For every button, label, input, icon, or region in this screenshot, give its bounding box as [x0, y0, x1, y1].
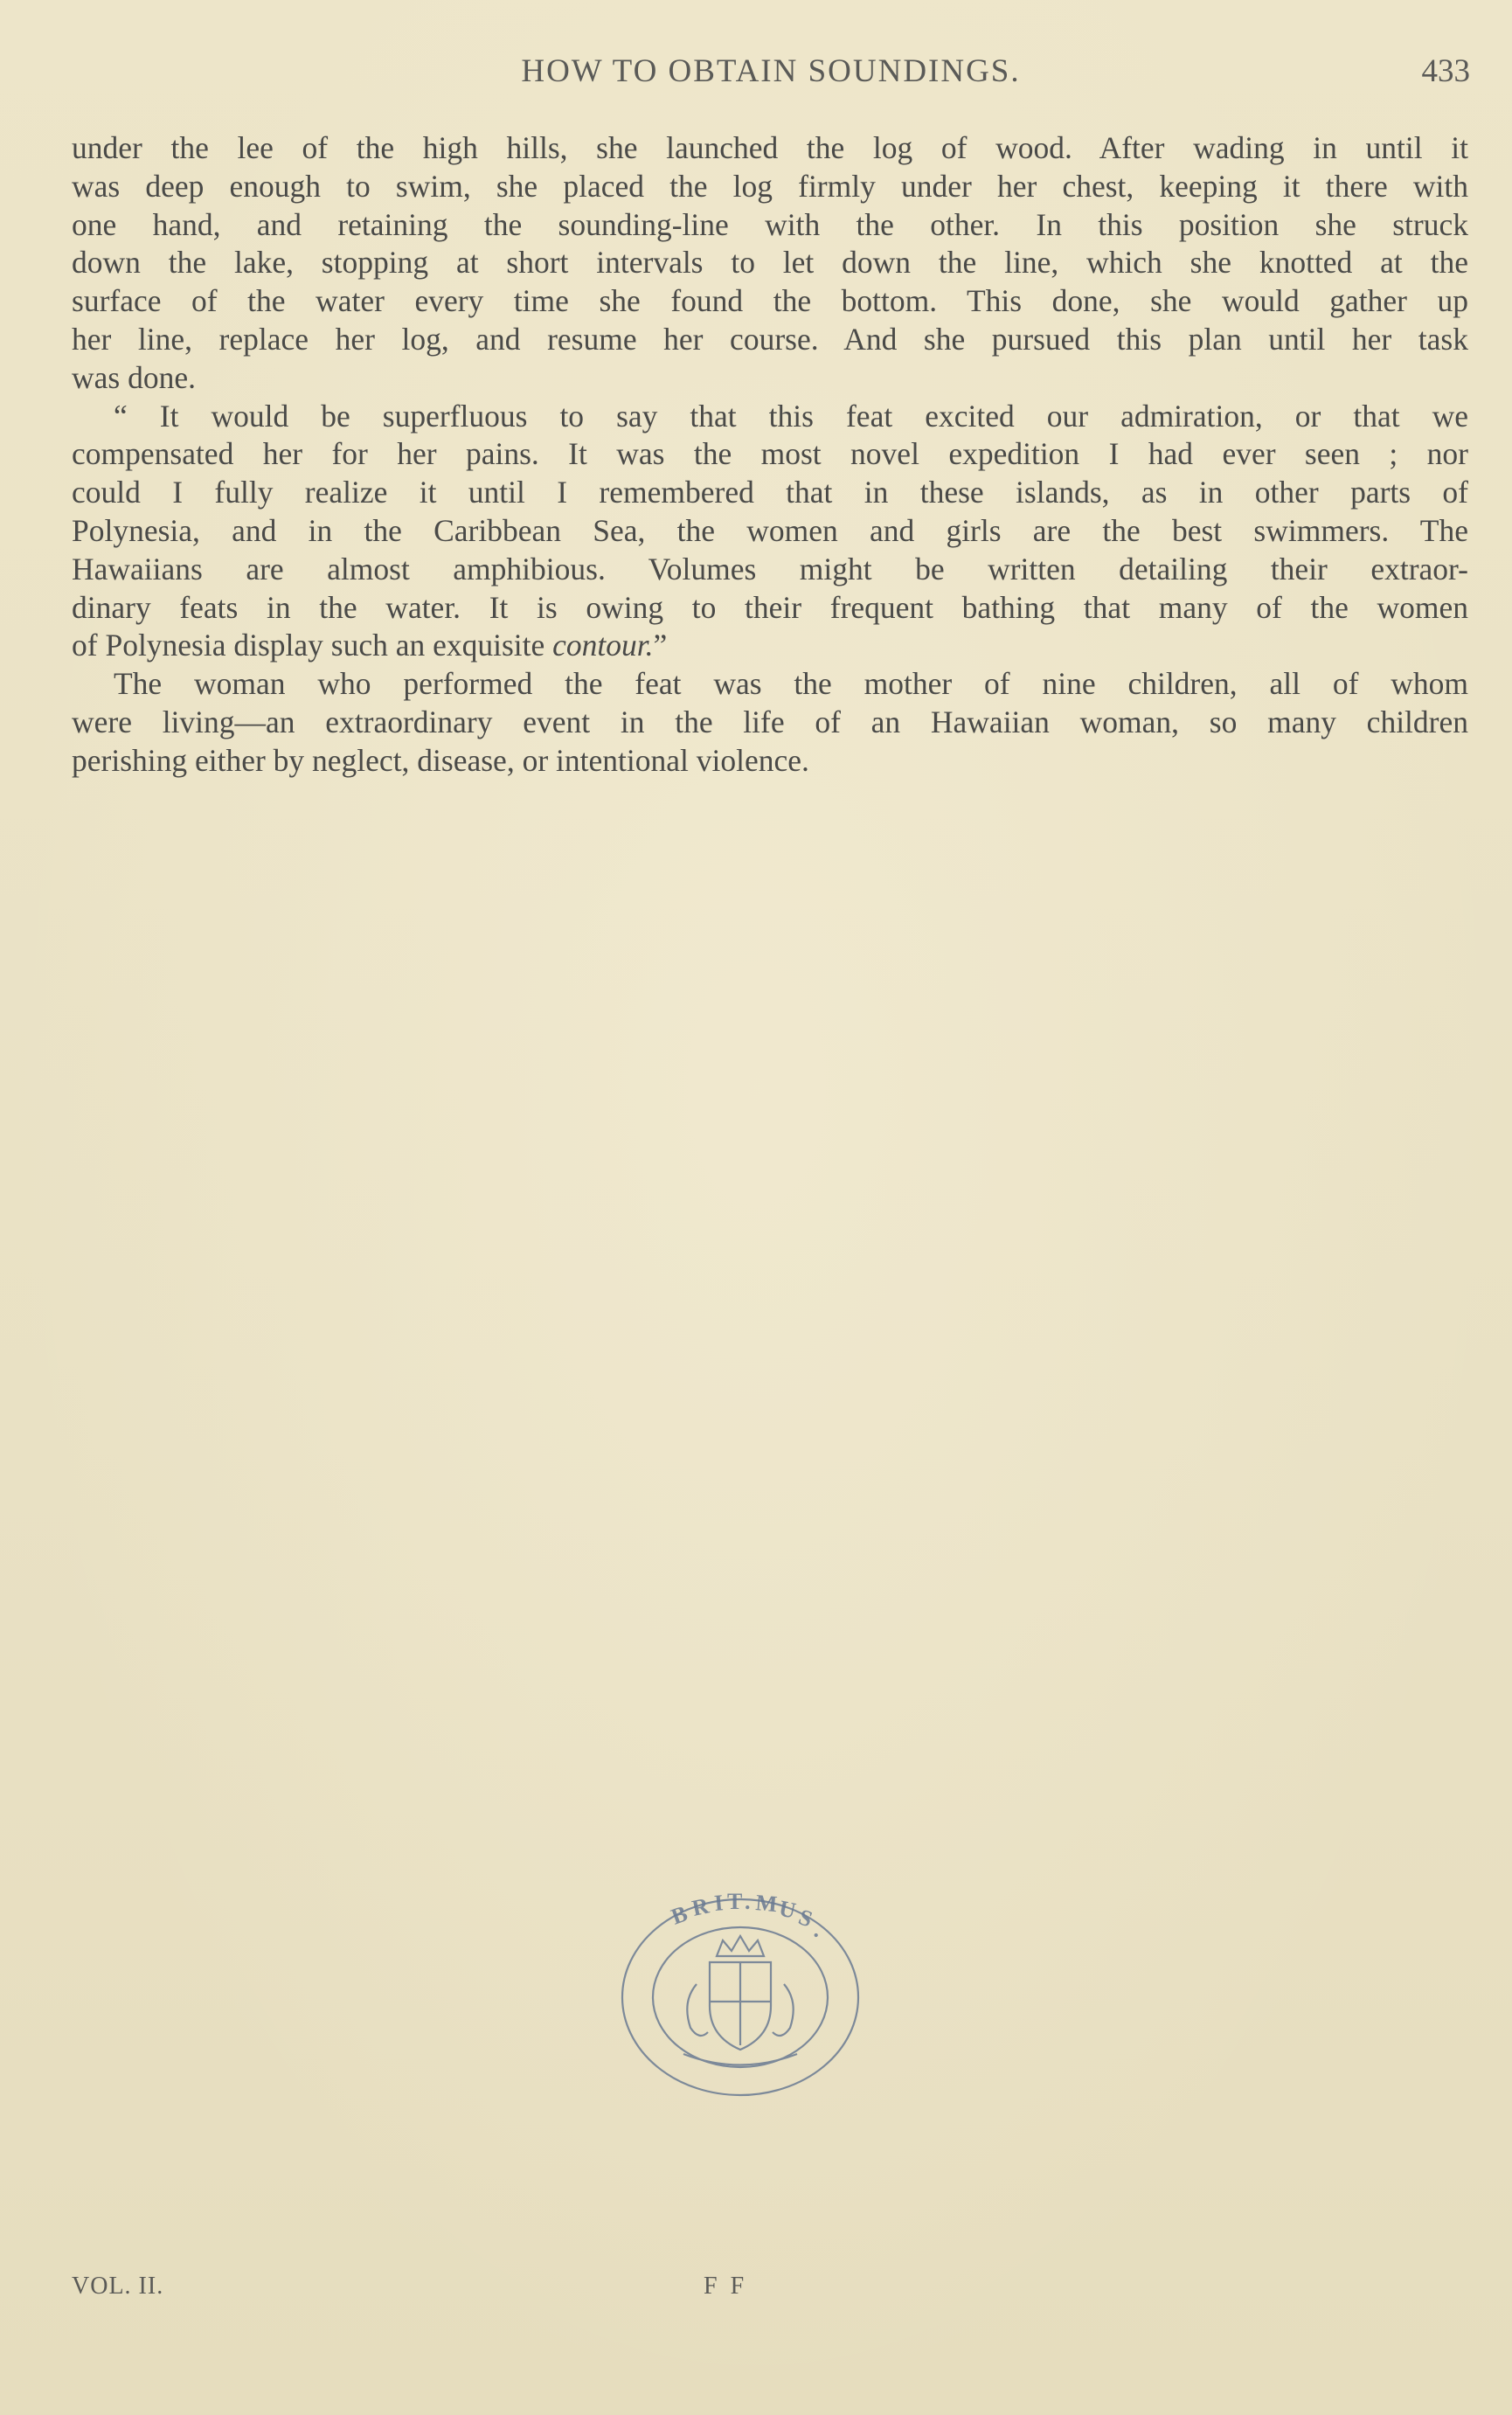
text-line: could I fully realize it until I remembered that in these islands, as in other parts of [72, 475, 1468, 510]
text-line: compensated her for her pains. It was the most novel expedition I had ever seen ; nor [72, 436, 1468, 472]
text-line: “ It would be superfluous to say that this feat excited our admiration, or that we [114, 398, 1468, 434]
paragraph-1 [72, 129, 1468, 398]
running-head: HOW TO OBTAIN SOUNDINGS. [521, 53, 1021, 89]
volume-label: VOL. II. [72, 2273, 164, 2300]
museum-stamp [614, 1888, 867, 2106]
text-line: one hand, and retaining the sounding-line with the other. In this position she struck [72, 206, 1468, 242]
text-fragment: of Polynesia display such an exquisite [72, 628, 553, 663]
svg-text:B: B [668, 1900, 691, 1930]
text-line: perishing either by neglect, disease, or intentional violence. [72, 742, 809, 778]
text-line: was done. [72, 359, 196, 395]
text-line: was deep enough to swim, she placed the log firmly under her chest, keeping it there with [72, 168, 1468, 204]
paragraph-2 [72, 398, 1468, 666]
text-line-last [72, 627, 1468, 665]
text-line: surface of the water every time she found the bottom. This done, she would gather up [72, 283, 1468, 319]
closing-quote: ” [653, 628, 668, 663]
text-line: Hawaiians are almost amphibious. Volumes might be written detailing their extraor- [72, 551, 1468, 586]
text-line: Polynesia, and in the Caribbean Sea, the women and girls are the best swimmers. The [72, 512, 1468, 548]
svg-text:M: M [754, 1890, 779, 1918]
svg-text:T: T [727, 1889, 743, 1914]
italic-word: contour. [552, 628, 654, 663]
text-line: The woman who performed the feat was the mother of nine children, all of whom [114, 666, 1468, 702]
text-line: down the lake, stopping at short intervals to let down the line, which she knotted at the [72, 245, 1468, 281]
text-line: her line, replace her log, and resume her course. And she pursued this plan until her task [72, 321, 1468, 357]
text-line: dinary feats in the water. It is owing to their frequent bathing that many of the women [72, 589, 1468, 625]
svg-text:R: R [690, 1892, 711, 1921]
svg-text:U: U [776, 1895, 799, 1924]
svg-text:.: . [810, 1917, 828, 1943]
page-number: 433 [1421, 53, 1470, 89]
body-text [72, 129, 1468, 781]
svg-text:S: S [794, 1904, 816, 1933]
paragraph-3 [72, 665, 1468, 780]
svg-text:.: . [745, 1889, 751, 1914]
text-line: were living—an extraordinary event in the life of an Hawaiian woman, so many children [72, 704, 1468, 739]
signature-mark: F F [704, 2273, 748, 2300]
page-header [72, 52, 1470, 96]
svg-text:I: I [712, 1890, 725, 1916]
text-line: under the lee of the high hills, she launched the log of wood. After wading in until it [72, 130, 1468, 165]
